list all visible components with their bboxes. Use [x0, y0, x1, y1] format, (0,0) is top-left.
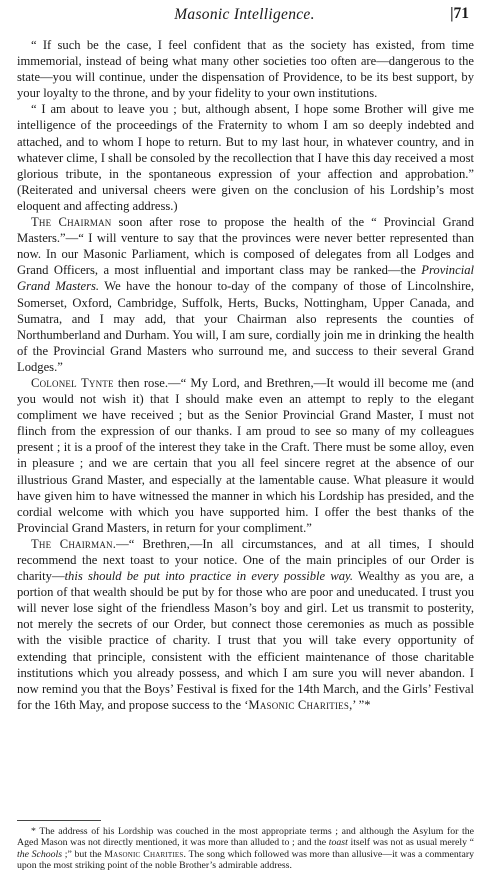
paragraph-text: “ If such be the case, I feel confident that as the society has existed, from time immemorial, instead of being what many other societies too often are—dangerous to the state—you will continue, under the dispensation of Providence, to be its best support, by your loyalty to the throne, and by your fidelity to your own institutions. [17, 38, 474, 101]
speaker-name: The Chairman [31, 215, 112, 230]
emphasis-text: the Schools [17, 848, 63, 860]
emphasis-text: toast [328, 837, 348, 849]
page-header [0, 0, 489, 26]
paragraph [17, 37, 474, 101]
paragraph-text: We have the honour to-day of the company of those of Lincolnshire, Somerset, Oxford, Cambridge, Suffolk, Herts, Bucks, Nottingham, Upper Canada, and Sumatra, and I may add, that your Chairman also represents the counties of Northumberland and Durham. You will, I am sure, cordially join me in drinking the health of the Provincial Grand Masters who surround me, and success to their several Grand Lodges.” [17, 279, 475, 374]
footnote-text: The song which followed was more than allusive—it was a commentary upon the most striking point of the noble Brother’s admirable address. [17, 848, 474, 871]
paragraph [17, 375, 474, 536]
small-caps-text: Masonic Charities [248, 697, 350, 712]
footnote-text: ;” but the [62, 848, 105, 860]
paragraph-text: ,’ ”* [349, 697, 371, 712]
paragraph-text: soon after rose to propose the health of the “ Provincial Grand Masters.”—“ I will venture to say that the provinces were never better represented than now. In our Masonic Parliament, which is composed of delegates from all Lodges and Grand Officers, a most influential and important class may be ranked—the [17, 215, 475, 278]
footnote-paragraph [17, 826, 474, 871]
paragraph [17, 214, 474, 375]
paragraph-text: “ I am about to leave you ; but, although absent, I hope some Brother will give me intelligence of the proceedings of the Fraternity to whom I am so deeply indebted and attached, and to whom I hope to return. But to my last hour, in whatever country, and in whatever clime, I shall be consoled by the recollection that I have this day received a most glorious tribute, in the spontaneous expression of your affection and approbation.” (Reiterated and universal cheers were given on the conclusion of his Lordship’s most eloquent and affecting address.) [17, 102, 474, 213]
speaker-name: Colonel Tynte [31, 375, 114, 390]
paragraph-text: Wealthy as you are, a portion of that wealth should be put by for those who are poor and uneducated. I trust you will never lose sight of the friendless Mason’s boy and girl. Let us transmit to posterity, not merely the secrets of our Order, but connect those ceremonies as much as possible with the visible practice of charity. I trust that you will take every opportunity of extending that principle, consistent with the efficient maintenance of those charitable institutions which you already possess, and which I am sure you will never abandon. I now remind you that the Boys’ Festival is fixed for the 14th March, and the Girls’ Festival for the 16th May, and propose success to the ‘ [17, 569, 475, 712]
footnote-text: itself was not as usual merely “ [347, 837, 474, 849]
footnote-rule [17, 820, 101, 821]
paragraph-text: —“ Brethren,—In all circumstances, and at all times, I should recommend the next toast to your notice. One of the main principles of our Order is charity— [17, 536, 474, 584]
paragraph [17, 101, 474, 214]
running-title: Masonic Intelligence. [174, 6, 315, 23]
small-caps-text: Masonic Charities. [104, 848, 187, 860]
page-number: |71 [450, 5, 469, 22]
article-body [17, 37, 474, 713]
footnote [17, 826, 474, 871]
footnote-text: * The address of his Lordship was couched in the most appropriate terms ; and although the Asylum for the Aged Mason was not directly mentioned, it was more than alluded to ; and the [17, 826, 474, 849]
speaker-name: The Chairman. [31, 536, 117, 551]
paragraph [17, 536, 474, 713]
emphasis-text: this should be put into practice in every possible way. [64, 569, 354, 584]
emphasis-text: Provincial Grand Masters. [17, 263, 474, 294]
paragraph-text: then rose.—“ My Lord, and Brethren,—It would ill become me (and you would not wish it) that I should make even an attempt to reply to the elegant compliment we have received ; but as the Senior Provincial Grand Master, I must not flinch from the expression of our thanks. I am proud to see so many of my colleagues present ; it is a proof of the interest they take in the Craft. There must be some alloy, even in pleasure ; and we are certain that you all feel sincere regret at the absence of our illustrious Grand Master, and especially at the lamentable cause. What pleasure it would have given him to have witnessed the manner in which his Lordship has presided, and the cordial welcome with which you have supported him. I offer the best thanks of the Provincial Grand Masters, in return for your compliment.” [17, 375, 474, 535]
